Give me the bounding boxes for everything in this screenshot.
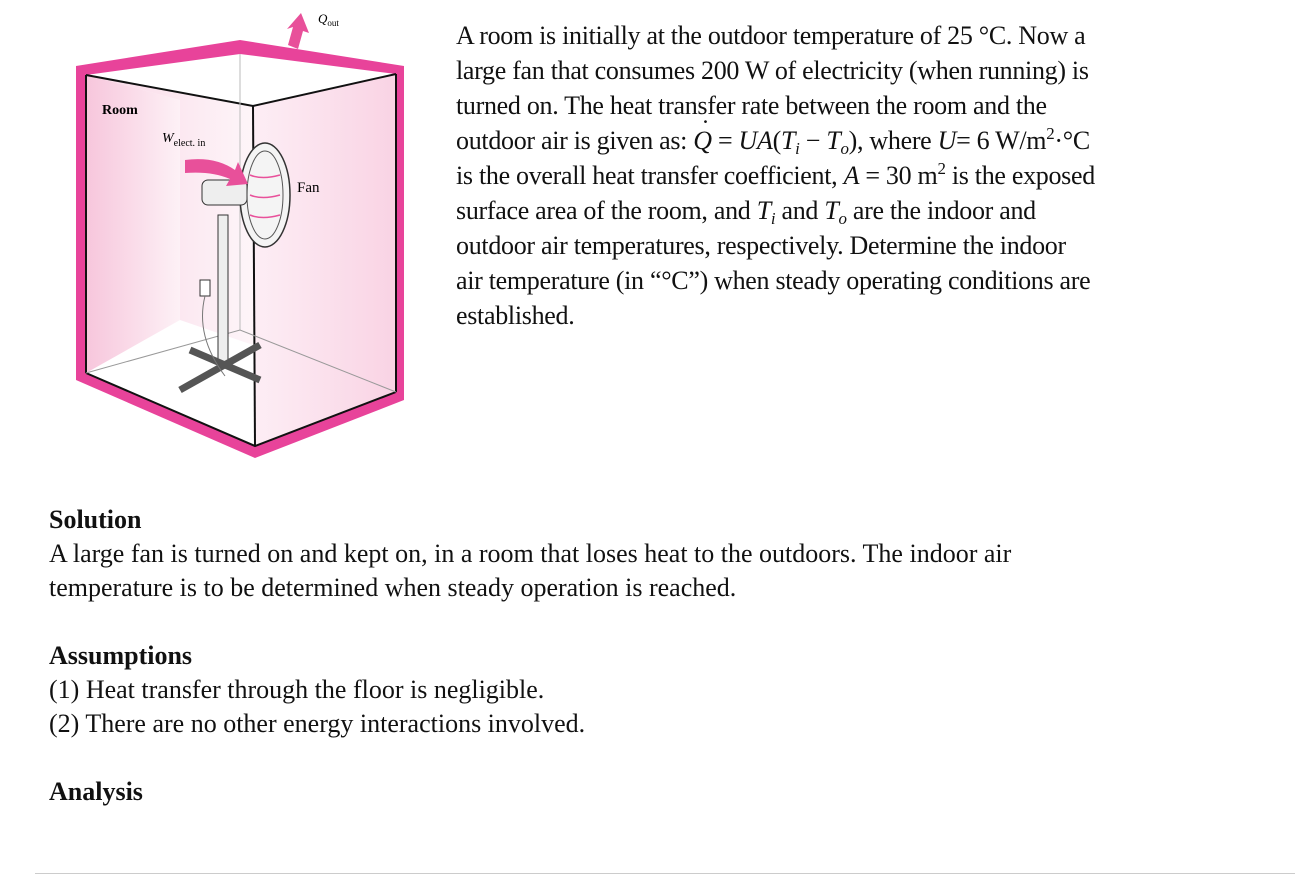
solution-heading: Solution xyxy=(49,505,142,534)
assumption-item: (2) There are no other energy interactions involved. xyxy=(49,709,586,738)
solution-text: A large fan is turned on and kept on, in a room that loses heat to the outdoors. The indoor air xyxy=(49,539,1012,568)
work-symbol: $W_{elect. in}$ xyxy=(162,131,206,149)
problem-line: large fan that consumes 200 W of electricity (when running) is xyxy=(456,56,1089,85)
problem-line: established. xyxy=(456,301,575,330)
assumptions-heading: Assumptions xyxy=(49,641,193,670)
problem-line: surface area of the room, and $T_i$ and $T_o$ are the indoor and xyxy=(456,196,1036,229)
problem-line: outdoor air temperatures, respectively. Determine the indoor xyxy=(456,231,1066,260)
room-label: Room xyxy=(102,103,138,118)
problem-line: is the overall heat transfer coefficient, A = 30 $m^2$ is the exposed xyxy=(456,158,1095,190)
problem-line-equation: outdoor air is given as: ˙ $Q = UA(T_i - T_o)$, where U= 6 $W/m^2\cdot^\circ C$ xyxy=(456,123,1095,158)
solution-text: temperature is to be determined when steady operation is reached. xyxy=(49,573,737,602)
assumption-item: (1) Heat transfer through the floor is negligible. xyxy=(49,675,545,704)
problem-statement xyxy=(456,18,1095,333)
room-fan-figure xyxy=(60,0,420,460)
heat-out-arrow xyxy=(287,13,309,49)
heat-symbol: $Q_{out}$ xyxy=(318,11,339,28)
problem-line: turned on. The heat transfer rate between the room and the xyxy=(456,91,1047,120)
page-divider xyxy=(35,873,1295,874)
problem-line: air temperature (in “°C”) when steady operating conditions are xyxy=(456,266,1091,295)
analysis-heading: Analysis xyxy=(49,777,143,806)
solution-section xyxy=(49,503,1011,809)
fan-label: Fan xyxy=(297,180,320,196)
problem-line: A room is initially at the outdoor temperature of 25 °C. Now a xyxy=(456,21,1086,50)
